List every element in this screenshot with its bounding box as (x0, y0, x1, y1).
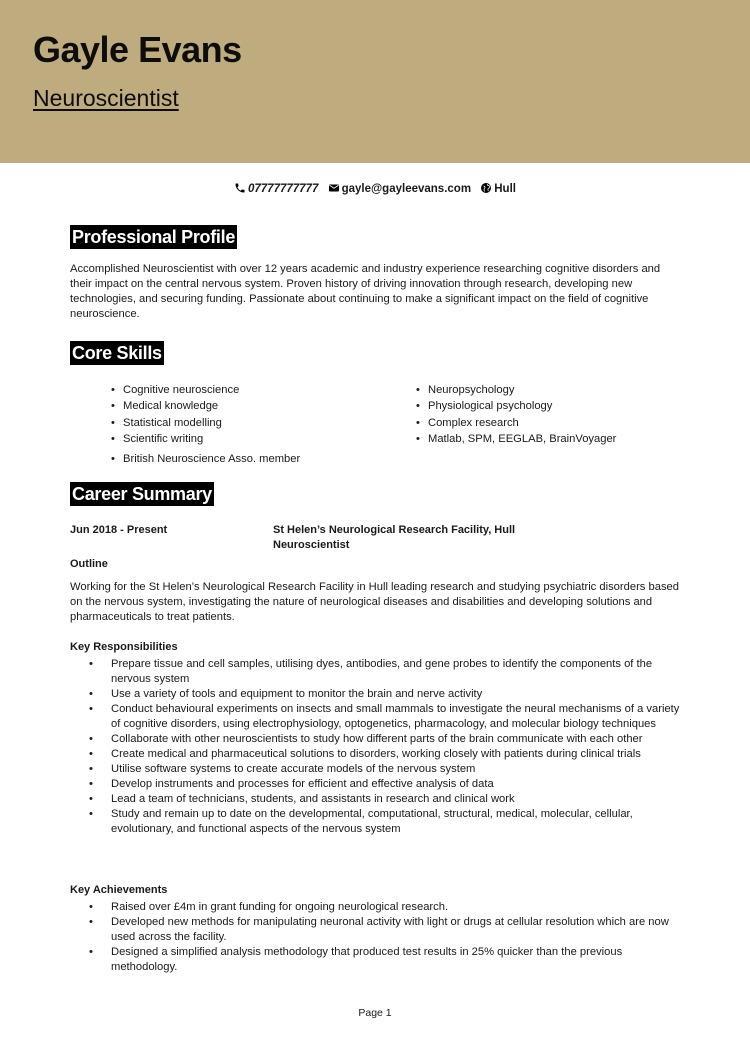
job-role: Neuroscientist (273, 539, 350, 551)
responsibilities-list (111, 657, 683, 837)
skills-list-right (416, 382, 616, 448)
skill-item: • Statistical modelling (111, 415, 300, 431)
contact-phone[interactable] (234, 181, 318, 197)
list-item: • Lead a team of technicians, students, and assistants in research and clinical work (111, 792, 683, 807)
skills-heading: Core Skills (72, 343, 162, 363)
list-item: • Collaborate with other neuroscientists to study how different parts of the brain communicate with each other (111, 732, 683, 747)
list-item: • Designed a simplified analysis methodology that produced test results in 25% quicker than the previous methodology. (111, 945, 683, 975)
skill-item: • Physiological psychology (416, 398, 616, 414)
contact-bar (0, 181, 750, 197)
skill-item: • Cognitive neuroscience (111, 382, 300, 398)
envelope-icon (328, 182, 340, 194)
list-item: • Developed new methods for manipulating neuronal activity with light or drugs at cellular resolution which are now used across the facility. (111, 915, 683, 945)
skill-item: • Complex research (416, 415, 616, 431)
outline-text: Working for the St Helen’s Neurological Research Facility in Hull leading research and studying psychiatric disorders based on the nervous system, investigating the nature of neurological diseases and disabilities and developing solutions and pharmaceuticals to treat patients. (70, 581, 679, 623)
career-heading: Career Summary (72, 484, 212, 504)
profile-text: Accomplished Neuroscientist with over 12 years academic and industry experience researching cognitive disorders and their impact on the central nervous system. Proven history of driving innovation through research, developing new technologies, and securing funding. Passionate about continuing to make a significant impact on the field of cognitive neuroscience. (70, 263, 661, 320)
achievements-list (111, 900, 683, 975)
phone-text: 07777777777 (248, 183, 319, 195)
list-item: • Raised over £4m in grant funding for ongoing neurological research. (111, 900, 683, 915)
skill-item: • Medical knowledge (111, 398, 300, 414)
skill-item: • Neuropsychology (416, 382, 616, 398)
page-number: Page 1 (358, 1007, 392, 1019)
skill-item: • Matlab, SPM, EEGLAB, BrainVoyager (416, 431, 616, 447)
job-title: Neuroscientist (33, 85, 179, 111)
header-band (0, 0, 750, 163)
list-item: • Develop instruments and processes for efficient and effective analysis of data (111, 777, 683, 792)
list-item: • Study and remain up to date on the developmental, computational, structural, medical, molecular, cellular, evolutionary, and functional aspects of the nervous system (111, 807, 683, 837)
achievements-heading: Key Achievements (70, 884, 168, 896)
skills-list-left (111, 382, 300, 467)
list-item: • Use a variety of tools and equipment to monitor the brain and nerve activity (111, 687, 683, 702)
list-item: • Conduct behavioural experiments on insects and small mammals to investigate the neural mechanisms of a variety of cognitive disorders, using electrophysiology, optogenetics, pharmacology, and molecular biology techniques (111, 702, 683, 732)
location-text: Hull (494, 183, 516, 195)
employer-name: St Helen’s Neurological Research Facility, Hull (273, 524, 516, 536)
responsibilities-heading: Key Responsibilities (70, 641, 178, 653)
skill-item: • British Neuroscience Asso. member (111, 451, 300, 467)
job-employer (273, 523, 515, 553)
email-text: gayle@gayleevans.com (341, 183, 472, 195)
outline-heading: Outline (70, 558, 108, 570)
globe-icon (480, 182, 492, 194)
contact-location (480, 181, 516, 197)
list-item: • Create medical and pharmaceutical solutions to disorders, working closely with patients during clinical trials (111, 747, 683, 762)
job-dates: Jun 2018 - Present (70, 524, 168, 536)
skill-item: • Scientific writing (111, 431, 300, 447)
list-item: • Utilise software systems to create accurate models of the nervous system (111, 762, 683, 777)
profile-heading: Professional Profile (72, 227, 236, 247)
contact-email[interactable] (328, 181, 471, 197)
candidate-name: Gayle Evans (33, 29, 242, 70)
phone-icon (234, 182, 246, 194)
list-item: • Prepare tissue and cell samples, utilising dyes, antibodies, and gene probes to identify the components of the nervous system (111, 657, 683, 687)
